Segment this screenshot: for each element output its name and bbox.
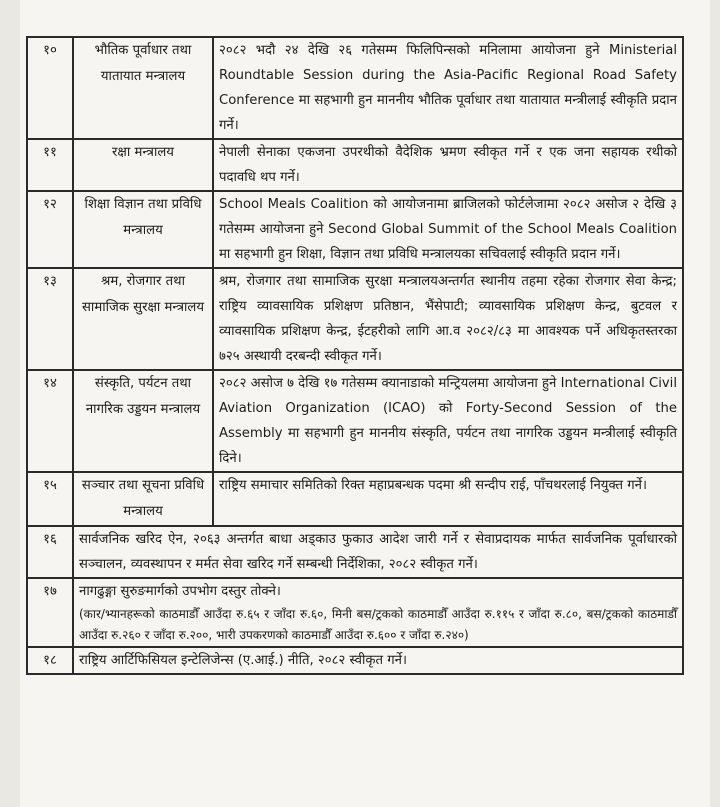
table-row: [27, 578, 683, 647]
row-number: ११: [27, 139, 73, 191]
row-number: १४: [27, 370, 73, 472]
decision-cell: [73, 578, 683, 647]
row-number: १५: [27, 472, 73, 526]
decision-text: २०८२ भदौ २४ देखि २६ गतेसम्म फिलिपिन्सको मनिलामा आयोजना हुने Ministerial Roundtable Session during the Asia-Pacific Regional Road Safety Conference मा सहभागी हुन माननीय भौतिक पूर्वाधार तथा यातायात मन्त्रीलाई स्वीकृति प्रदान गर्ने।: [213, 37, 683, 139]
table-row: [27, 370, 683, 472]
table-row: [27, 191, 683, 268]
table-row: [27, 526, 683, 578]
table-row: [27, 139, 683, 191]
decision-text: नेपाली सेनाका एकजना उपरथीको वैदेशिक भ्रमण स्वीकृत गर्ने र एक जना सहायक रथीको पदावधि थप गर्ने।: [213, 139, 683, 191]
table-row: [27, 37, 683, 139]
row-number: १०: [27, 37, 73, 139]
decision-text: श्रम, रोजगार तथा सामाजिक सुरक्षा मन्त्रालयअन्तर्गत स्थानीय तहमा रहेका रोजगार सेवा केन्द्र; राष्ट्रिय व्यावसायिक प्रशिक्षण प्रतिष्ठान, भैंसेपाटी; व्यावसायिक प्रशिक्षण केन्द्र, बुटवल र व्यावसायिक प्रशिक्षण केन्द्र, ईटहरीको लागि आ.व २०८२/८३ मा आवश्यक पर्ने अधिकृतस्तरका ७२५ अस्थायी दरबन्दी स्वीकृत गर्ने।: [213, 268, 683, 370]
table-row: [27, 268, 683, 370]
row-number: १२: [27, 191, 73, 268]
ministry-name: संस्कृति, पर्यटन तथा नागरिक उड्डयन मन्त्रालय: [73, 370, 213, 472]
ministry-name: श्रम, रोजगार तथा सामाजिक सुरक्षा मन्त्रालय: [73, 268, 213, 370]
decision-text: २०८२ असोज ७ देखि १७ गतेसम्म क्यानाडाको मन्ट्रियलमा आयोजना हुने International Civil Aviation Organization (ICAO) को Forty-Second Session of the Assembly मा सहभागी हुन माननीय संस्कृति, पर्यटन तथा नागरिक उड्डयन मन्त्रीलाई स्वीकृति दिने।: [213, 370, 683, 472]
ministry-name: शिक्षा विज्ञान तथा प्रविधि मन्त्रालय: [73, 191, 213, 268]
cabinet-decisions-table: [26, 36, 684, 675]
row-number: १८: [27, 647, 73, 674]
decision-text: नागढुङ्गा सुरुङमार्गको उपभोग दस्तुर तोक्ने।: [79, 584, 281, 599]
table-row: [27, 647, 683, 674]
ministry-name: सञ्चार तथा सूचना प्रविधि मन्त्रालय: [73, 472, 213, 526]
ministry-name: भौतिक पूर्वाधार तथा यातायात मन्त्रालय: [73, 37, 213, 139]
toll-rates-detail: (कार/भ्यानहरूको काठमाडौँ आउँदा रु.६५ र जाँदा रु.६०, मिनी बस/ट्रकको काठमाडौँ आउँदा रु.११५ र जाँदा रु.८०, बस/ट्रकको काठमाडौँ आउँदा रु.२६० र जाँदा रु.२००, भारी उपकरणको काठमाडौँ आउँदा रु.६०० र जाँदा रु.२४०): [79, 607, 677, 642]
table-row: [27, 472, 683, 526]
decision-cell: [73, 647, 683, 674]
ministry-name: रक्षा मन्त्रालय: [73, 139, 213, 191]
decision-text: राष्ट्रिय समाचार समितिको रिक्त महाप्रबन्धक पदमा श्री सन्दीप राई, पाँचथरलाई नियुक्त गर्ने।: [213, 472, 683, 526]
row-number: १६: [27, 526, 73, 578]
decision-text: School Meals Coalition को आयोजनामा ब्राजिलको फोर्टलेजामा २०८२ असोज २ देखि ३ गतेसम्म आयोजना हुने Second Global Summit of the School Meals Coalition मा सहभागी हुन शिक्षा, विज्ञान तथा प्रविधि मन्त्रालयका सचिवलाई स्वीकृति प्रदान गर्ने।: [213, 191, 683, 268]
document-page: [20, 0, 710, 807]
row-number: १७: [27, 578, 73, 647]
decision-text: राष्ट्रिय आर्टिफिसियल इन्टेलिजेन्स (ए.आई.) नीति, २०८२ स्वीकृत गर्ने।: [79, 653, 407, 668]
decision-text: सार्वजनिक खरिद ऐन, २०६३ अन्तर्गत बाधा अड्काउ फुकाउ आदेश जारी गर्ने र सेवाप्रदायक मार्फत सार्वजनिक पूर्वाधारको सञ्चालन, व्यवस्थापन र मर्मत सेवा खरिद गर्ने सम्बन्धी निर्देशिका, २०८२ स्वीकृत गर्ने।: [79, 532, 677, 572]
decision-cell: [73, 526, 683, 578]
row-number: १३: [27, 268, 73, 370]
